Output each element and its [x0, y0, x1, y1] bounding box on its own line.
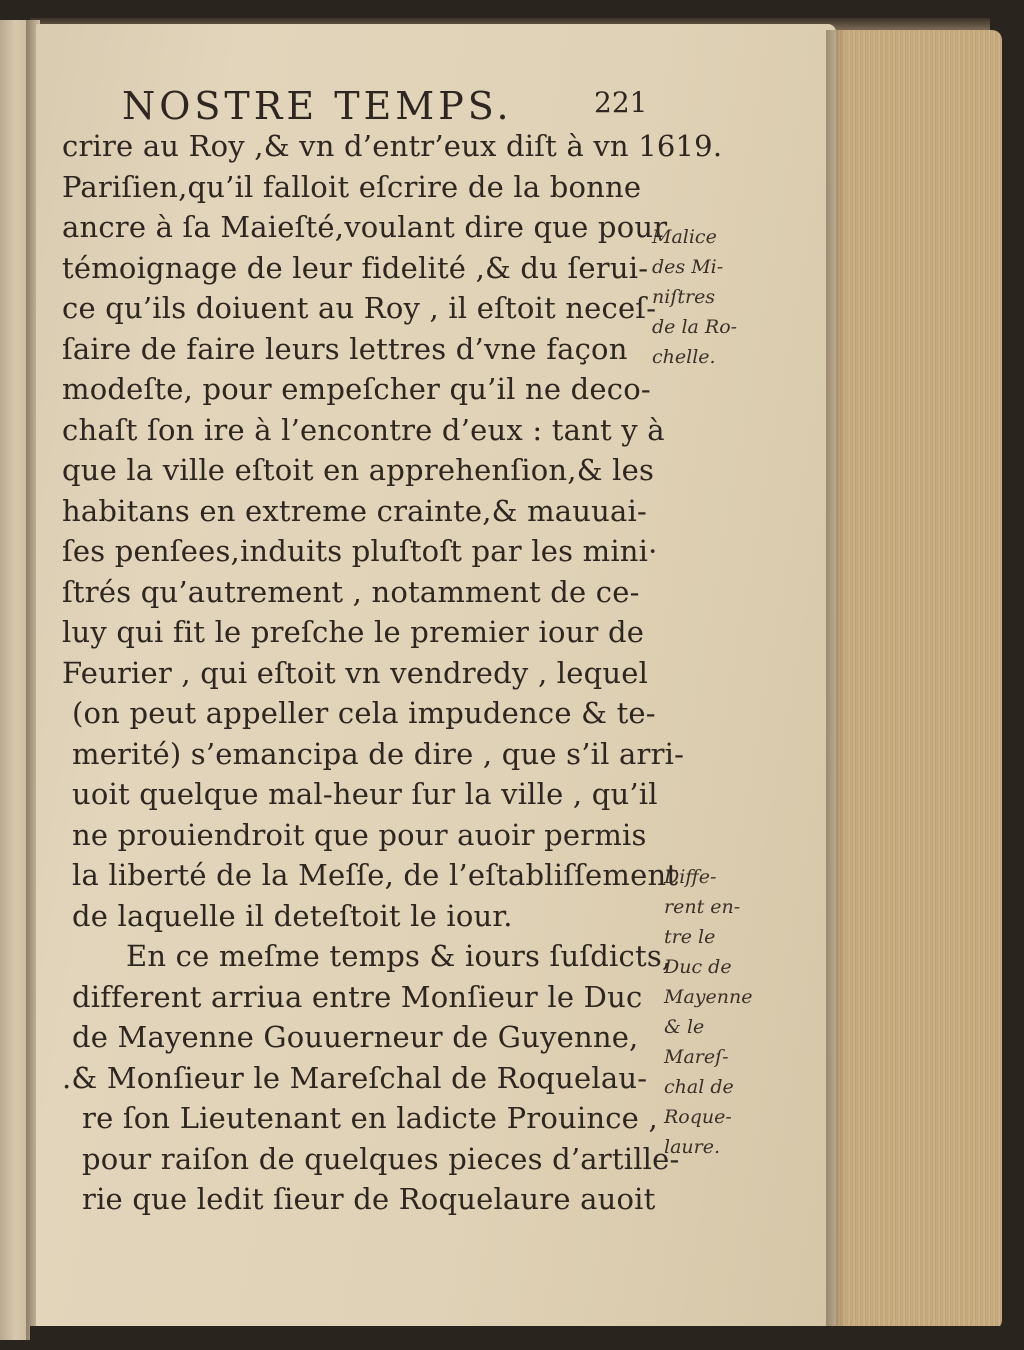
text-line: habitans en extreme crainte,& mauuai- — [62, 493, 647, 528]
text-line: different arriua entre Monſieur le Duc — [72, 979, 643, 1014]
margin-note-line: Mareſ- — [664, 1046, 729, 1068]
text-line: de laquelle il deteſtoit le iour. — [72, 898, 513, 933]
margin-note-line: Malice — [652, 226, 717, 248]
margin-note-line: rent en- — [664, 896, 741, 918]
text-line: que la ville eſtoit en apprehenſion,& les — [62, 453, 655, 487]
text-line: rie que ledit ſieur de Roquelaure auoit — [82, 1182, 656, 1216]
text-line: ſes penſees,induits pluſtoſt par les mini· — [62, 534, 658, 568]
text-line: modeſte, pour empeſcher qu’il ne deco- — [62, 372, 651, 406]
margin-note-line: Diffe- — [664, 866, 717, 888]
text-line: ancre à ſa Maieſté,voulant dire que pour — [62, 210, 668, 244]
page-number: 221 — [594, 86, 648, 119]
text-line: témoignage de leur fidelité ,& du ſerui- — [62, 250, 649, 285]
text-line: .& Monſieur le Mareſchal de Roquelau- — [62, 1060, 648, 1095]
text-line: ne prouiendroit que pour auoir permis — [72, 817, 647, 852]
text-line: crire au Roy ,& vn d’entr’eux diſt à vn 1619. — [62, 129, 723, 163]
margin-note-malice — [652, 222, 737, 372]
margin-note-line: de la Ro- — [652, 316, 738, 338]
margin-note-line: chal de — [664, 1076, 734, 1098]
text-line: merité) s’emancipa de dire , que s’il arri- — [72, 736, 685, 771]
text-line: re ſon Lieutenant en ladicte Prouince , — [82, 1101, 658, 1135]
margin-note-line: Roque- — [664, 1106, 732, 1128]
margin-note-line: laure. — [664, 1136, 721, 1158]
text-line: luy qui fit le preſche le premier iour de — [62, 615, 645, 649]
book-bottom-edge — [30, 1326, 1002, 1350]
margin-note-different — [664, 862, 752, 1162]
text-line: ſaire de faire leurs lettres d’vne façon — [62, 331, 628, 366]
text-line: ce qu’ils doiuent au Roy , il eſtoit neceſ- — [62, 291, 657, 325]
paragraph-start-line: En ce meſme temps & iours ſuſdicts, — [126, 939, 672, 973]
text-line: chaſt ſon ire à l’encontre d’eux : tant y à — [62, 412, 665, 447]
margin-note-line: Duc de — [664, 956, 732, 978]
margin-note-line: chelle. — [652, 346, 716, 368]
margin-note-line: des Mi- — [652, 256, 724, 278]
text-line: (on peut appeller cela impudence & te- — [72, 696, 656, 730]
margin-note-line: niſtres — [652, 286, 716, 308]
margin-note-line: Mayenne — [664, 986, 753, 1008]
text-line: uoit quelque mal-heur ſur la ville , qu’il — [72, 777, 658, 811]
margin-note-line: tre le — [664, 926, 716, 948]
text-line: ſtrés qu’autrement , notamment de ce- — [62, 574, 640, 609]
text-line: de Mayenne Gouuerneur de Guyenne, — [72, 1020, 639, 1054]
text-line: la liberté de la Meſſe, de l’eſtabliſſement — [72, 858, 679, 892]
margin-note-line: & le — [664, 1016, 705, 1038]
text-line: Pariſien,qu’il falloit eſcrire de la bonne — [62, 169, 642, 204]
page-edge-shadow — [826, 30, 846, 1330]
running-title: NOSTRE TEMPS. — [122, 84, 513, 128]
text-line: pour raiſon de quelques pieces d’artille- — [82, 1141, 680, 1176]
text-line: Feurier , qui eſtoit vn vendredy , lequel — [62, 655, 649, 690]
page-block-fore-edge — [826, 30, 1002, 1330]
